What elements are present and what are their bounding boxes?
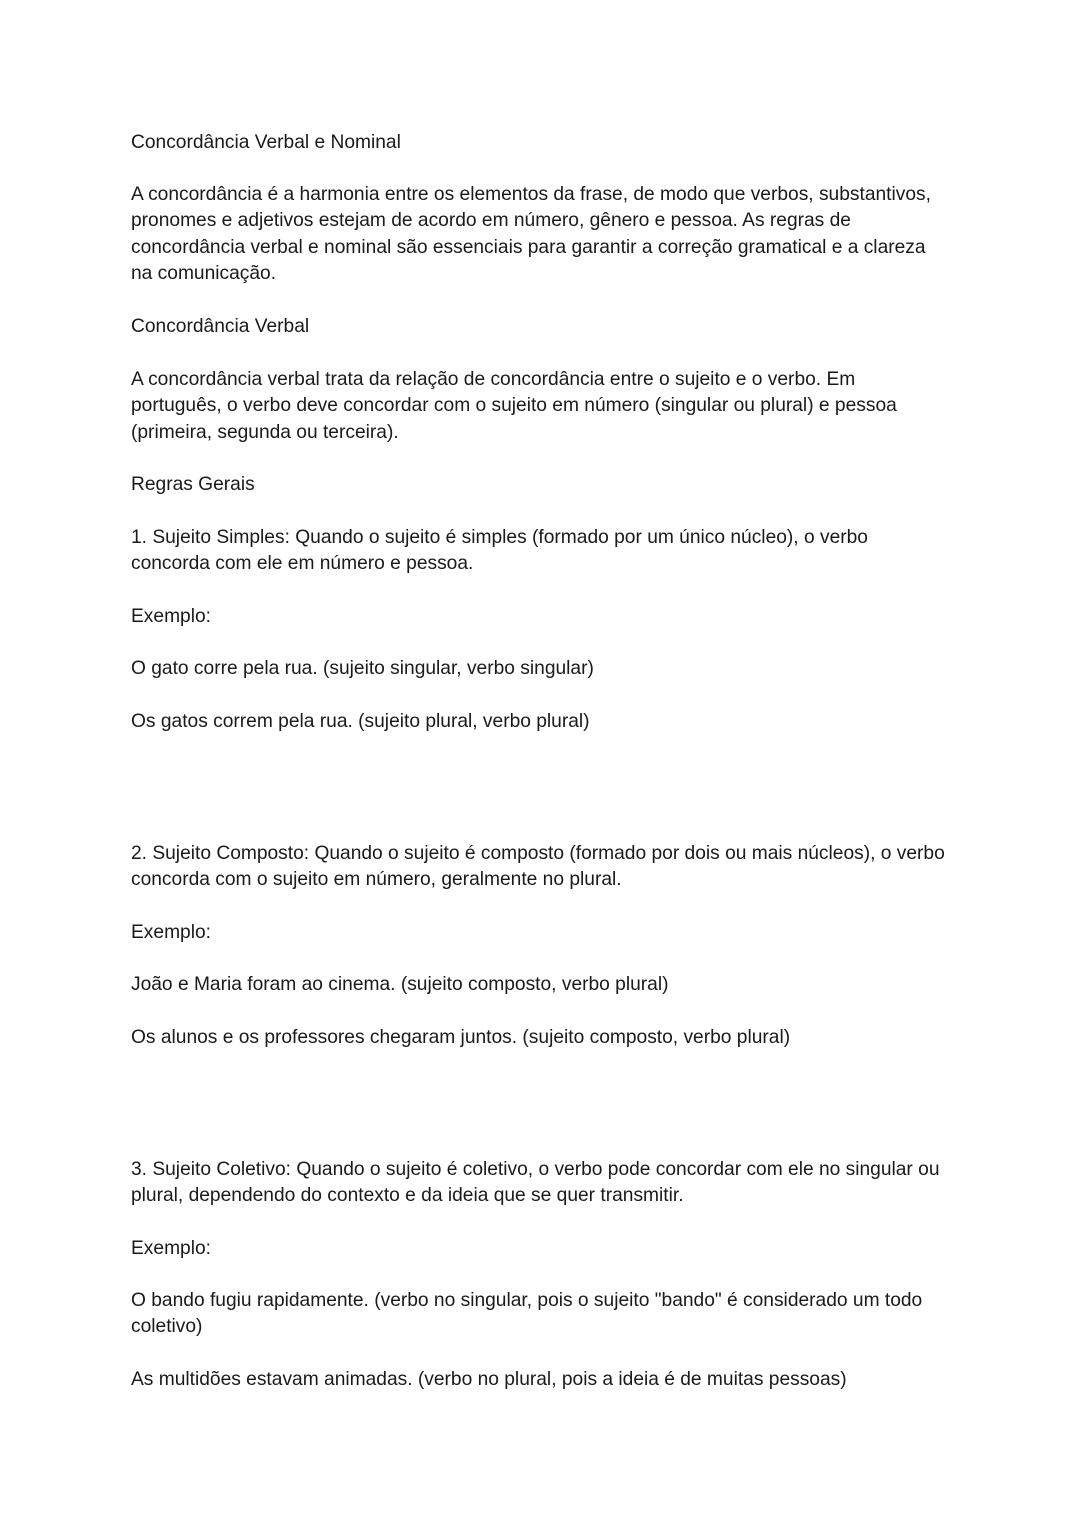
section-intro-paragraph: A concordância verbal trata da relação de concordância entre o sujeito e o verbo. Em português, o verbo deve concordar com o sujeito em número (singular ou plural) e pessoa (primeira, segunda ou terceira).: [131, 369, 897, 443]
rule-2-example-label: Exemplo:: [131, 922, 211, 943]
rule-3-example-1: O bando fugiu rapidamente. (verbo no singular, pois o sujeito "bando" é considerado um todo coletivo): [131, 1290, 923, 1338]
rule-1-example-1: O gato corre pela rua. (sujeito singular, verbo singular): [131, 658, 594, 679]
rule-1-example-label: Exemplo:: [131, 606, 211, 627]
rule-3-example-label: Exemplo:: [131, 1238, 211, 1259]
rule-2-example-1: João e Maria foram ao cinema. (sujeito composto, verbo plural): [131, 974, 669, 995]
rule-2-example-2: Os alunos e os professores chegaram juntos. (sujeito composto, verbo plural): [131, 1027, 791, 1048]
document-title: Concordância Verbal e Nominal: [131, 132, 401, 153]
rule-1-example-2: Os gatos correm pela rua. (sujeito plural, verbo plural): [131, 711, 590, 732]
rules-heading: Regras Gerais: [131, 474, 255, 495]
intro-paragraph: A concordância é a harmonia entre os elementos da frase, de modo que verbos, substantivos, pronomes e adjetivos estejam de acordo em número, gênero e pessoa. As regras de concordância verbal e nominal são essenciais para garantir a correção gramatical e a clareza na comunicação.: [131, 184, 931, 285]
section-heading: Concordância Verbal: [131, 316, 310, 337]
rule-3-text: 3. Sujeito Coletivo: Quando o sujeito é coletivo, o verbo pode concordar com ele no singular ou plural, dependendo do contexto e da ideia que se quer transmitir.: [131, 1159, 940, 1207]
rule-2-text: 2. Sujeito Composto: Quando o sujeito é composto (formado por dois ou mais núcleos), o verbo concorda com o sujeito em número, geralmente no plural.: [131, 843, 945, 891]
rule-1-text: 1. Sujeito Simples: Quando o sujeito é simples (formado por um único núcleo), o verbo concorda com ele em número e pessoa.: [131, 527, 868, 575]
rule-3-example-2: As multidões estavam animadas. (verbo no plural, pois a ideia é de muitas pessoas): [131, 1369, 847, 1390]
